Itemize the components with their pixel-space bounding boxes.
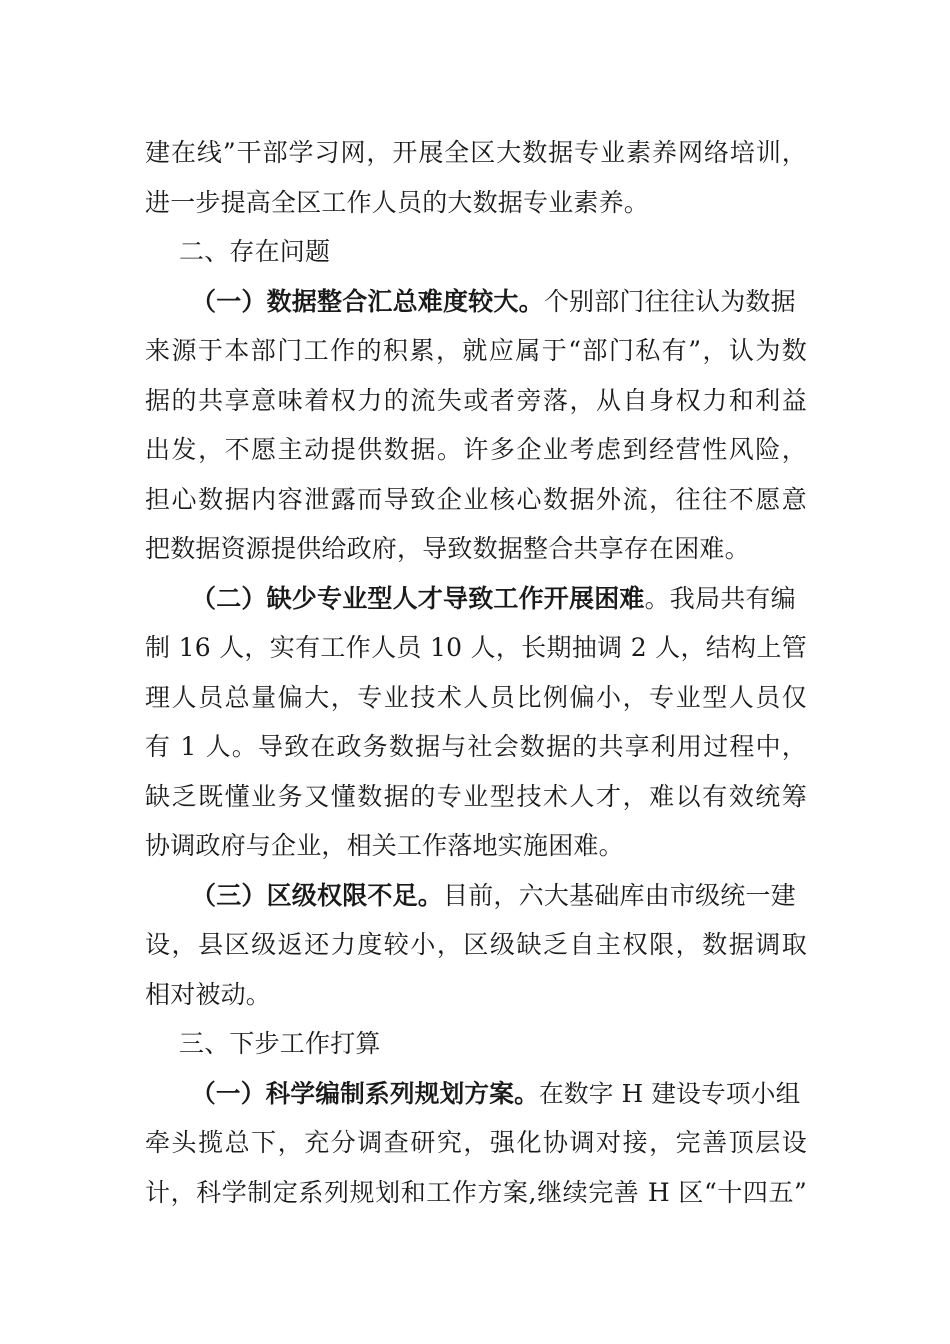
body-text: 设，县区级返还力度较小，区级缺乏自主权限，数据调取 [145,930,807,959]
body-text: 在数字 H 建设专项小组 [539,1078,801,1108]
body-text: 计，科学制定系列规划和工作方案,继续完善 H 区“十四五” [145,1177,807,1207]
body-text: 目前，六大基础库由市级统一建 [443,880,796,910]
body-text: 有 1 人。导致在政务数据与社会数据的共享利用过程中， [145,732,807,761]
body-text: 协调政府与企业，相关工作落地实施困难。 [145,831,624,860]
body-text: 牵头揽总下，充分调查研究，强化协调对接，完善顶层设 [145,1128,807,1157]
paragraph-line [145,673,807,723]
section-heading [145,227,807,277]
body-text: 建在线”干部学习网，开展全区大数据专业素养网络培训， [145,138,807,167]
body-text: 缺乏既懂业务又懂数据的专业型技术人才，难以有效统筹 [145,781,807,811]
body-text: 出发，不愿主动提供数据。许多企业考虑到经营性风险， [145,435,807,464]
paragraph-line [145,128,807,178]
paragraph-line [145,1069,807,1119]
body-text: 把数据资源提供给政府，导致数据整合共享存在困难。 [145,534,750,563]
subsection-title: （一）数据整合汇总难度较大。 [191,286,544,316]
paragraph-line [145,623,807,673]
section-heading-text: 三、下步工作打算 [179,1029,381,1058]
body-text: 理人员总量偏大，专业技术人员比例偏小，专业型人员仅 [145,682,807,712]
section-heading-text: 二、存在问题 [179,237,331,266]
paragraph-line [145,277,807,327]
body-text: 进一步提高全区工作人员的大数据专业素养。 [145,187,650,217]
paragraph-line [145,871,807,921]
paragraph-line [145,425,807,475]
paragraph-line [145,475,807,525]
paragraph-line [145,326,807,376]
body-text: 担心数据内容泄露而导致企业核心数据外流，往往不愿意 [145,484,807,514]
paragraph-line [145,1168,807,1218]
subsection-title: （一）科学编制系列规划方案。 [191,1078,539,1108]
body-text: 制 16 人，实有工作人员 10 人，长期抽调 2 人，结构上管 [145,633,807,662]
subsection-title: （二）缺少专业型人才导致工作开展困难 [191,583,645,613]
document-page [145,128,807,1217]
paragraph-line [145,376,807,426]
body-text: 来源于本部门工作的积累，就应属于“部门私有”，认为数 [145,336,807,365]
paragraph-line [145,821,807,871]
paragraph-line [145,524,807,574]
body-text: 据的共享意味着权力的流失或者旁落，从自身权力和利益 [145,385,807,415]
paragraph-line [145,970,807,1020]
paragraph-line [145,920,807,970]
body-text: 个别部门往往认为数据 [543,286,796,316]
body-text: 。我局共有编 [644,583,796,613]
paragraph-line [145,1118,807,1168]
paragraph-line [145,772,807,822]
paragraph-line [145,722,807,772]
subsection-title: （三）区级权限不足。 [191,880,444,910]
paragraph-line [145,574,807,624]
body-text: 相对被动。 [145,979,272,1009]
paragraph-line [145,178,807,228]
section-heading [145,1019,807,1069]
